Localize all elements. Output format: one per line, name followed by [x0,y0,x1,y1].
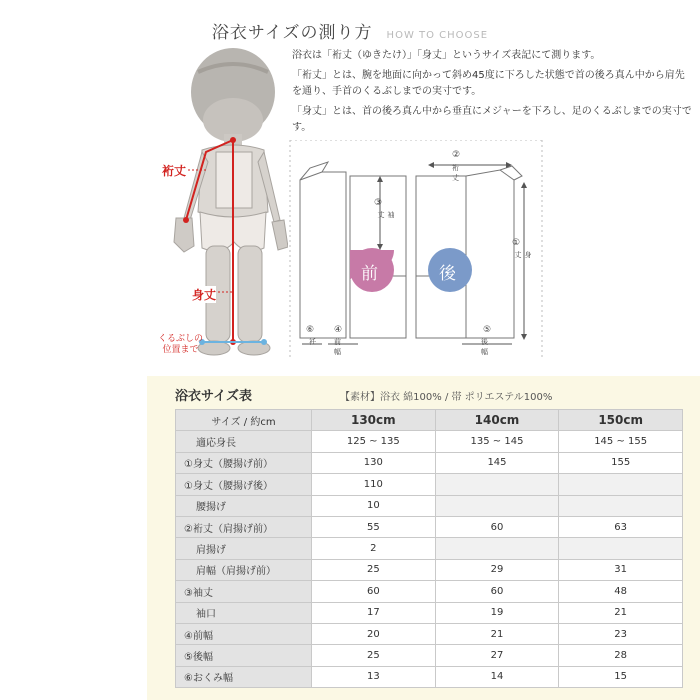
instruction-2: 「裄丈」とは、腕を地面に向かって斜め45度に下ろした状態で首の後ろ真ん中から肩先を通り、手首のくるぶしまでの実寸です。 [292,70,685,97]
diagram-label-6: 衽 [309,338,316,346]
page-title [0,18,700,43]
table-cell: 21 [559,602,683,623]
size-table [175,409,683,688]
diagram-label-2: 裄丈 [452,164,459,182]
table-row [176,559,683,580]
table-cell [559,538,683,559]
table-cell: 21 [435,623,559,644]
table-row [176,495,683,516]
table-cell: 48 [559,581,683,602]
row-label: 腰揚げ [176,495,312,516]
table-row [176,538,683,559]
header-size: サイズ / 約cm [176,410,312,431]
size-table-body [176,431,683,688]
row-label: 肩揚げ [176,538,312,559]
table-cell: 60 [435,516,559,537]
table-cell: 14 [435,666,559,687]
diagram-label-1: 身丈 [514,251,532,258]
table-header-row [176,410,683,431]
header-150: 150cm [559,410,683,431]
diagram-label-3: 袖丈 [377,211,395,218]
kimono-diagram [288,140,544,360]
ankle-note [158,334,203,356]
row-label: ⑤後幅 [176,645,312,666]
table-cell [435,474,559,495]
table-cell: 125 ~ 135 [312,431,436,452]
diagram-mark-6: ⑥ [306,325,315,335]
table-cell: 25 [312,645,436,666]
table-row [176,602,683,623]
table-cell: 25 [312,559,436,580]
table-cell: 60 [312,581,436,602]
table-cell: 130 [312,452,436,473]
diagram-label-4: 前幅 [334,338,341,356]
table-row [176,474,683,495]
table-cell: 27 [435,645,559,666]
mitake-label: 身丈 [192,288,217,302]
size-table-title: 浴衣サイズ表 [175,389,252,404]
header-140: 140cm [435,410,559,431]
table-cell: 135 ~ 145 [435,431,559,452]
table-cell: 29 [435,559,559,580]
table-row [176,581,683,602]
row-label: ⑥おくみ幅 [176,666,312,687]
table-row [176,431,683,452]
table-cell: 20 [312,623,436,644]
table-cell: 110 [312,474,436,495]
table-cell: 28 [559,645,683,666]
table-cell: 145 [435,452,559,473]
row-label: 適応身長 [176,431,312,452]
table-row [176,516,683,537]
table-cell: 10 [312,495,436,516]
row-label: ②裄丈（肩揚げ前） [176,516,312,537]
diagram-mark-4: ④ [334,325,343,335]
table-cell: 155 [559,452,683,473]
ankle-note-line2: 位置まで [162,345,199,355]
title-en: HOW TO CHOOSE [386,30,489,41]
material-note: 【素材】浴衣 綿100% / 帯 ポリエステル100% [340,392,553,403]
table-cell: 60 [435,581,559,602]
front-label: 前 [361,264,378,284]
diagram-mark-1: ① [512,238,521,248]
row-label: 袖口 [176,602,312,623]
diagram-mark-3: ③ [374,198,383,208]
table-cell: 55 [312,516,436,537]
table-row [176,666,683,687]
ankle-note-line1: くるぶしの [158,334,204,344]
row-label: 肩幅（肩揚げ前） [176,559,312,580]
table-cell: 15 [559,666,683,687]
diagram-mark-2: ② [452,150,461,160]
table-cell: 23 [559,623,683,644]
table-row [176,645,683,666]
row-label: ④前幅 [176,623,312,644]
back-label: 後 [439,264,456,284]
table-cell: 17 [312,602,436,623]
diagram-mark-5: ⑤ [483,325,492,335]
diagram-label-5: 後幅 [481,338,488,356]
table-cell [435,495,559,516]
table-cell: 145 ~ 155 [559,431,683,452]
row-label: ①身丈（腰揚げ前） [176,452,312,473]
table-cell: 31 [559,559,683,580]
instruction-1: 浴衣は「裄丈（ゆきたけ）」「身丈」というサイズ表記にて測ります。 [292,50,601,61]
table-cell [435,538,559,559]
table-cell: 19 [435,602,559,623]
title-jp: 浴衣サイズの測り方 [211,23,373,43]
table-row [176,623,683,644]
header-130: 130cm [312,410,436,431]
instructions [292,48,692,140]
table-cell [559,474,683,495]
row-label: ③袖丈 [176,581,312,602]
yuki-label: 裄丈 [162,164,187,178]
table-cell: 13 [312,666,436,687]
instruction-3: 「身丈」とは、首の後ろ真ん中から垂直にメジャーを下ろし、足のくるぶしまでの実寸です。 [292,106,692,133]
table-cell: 63 [559,516,683,537]
row-label: ①身丈（腰揚げ後） [176,474,312,495]
child-measurement-figure [140,42,300,372]
table-cell: 2 [312,538,436,559]
table-row [176,452,683,473]
table-cell [559,495,683,516]
